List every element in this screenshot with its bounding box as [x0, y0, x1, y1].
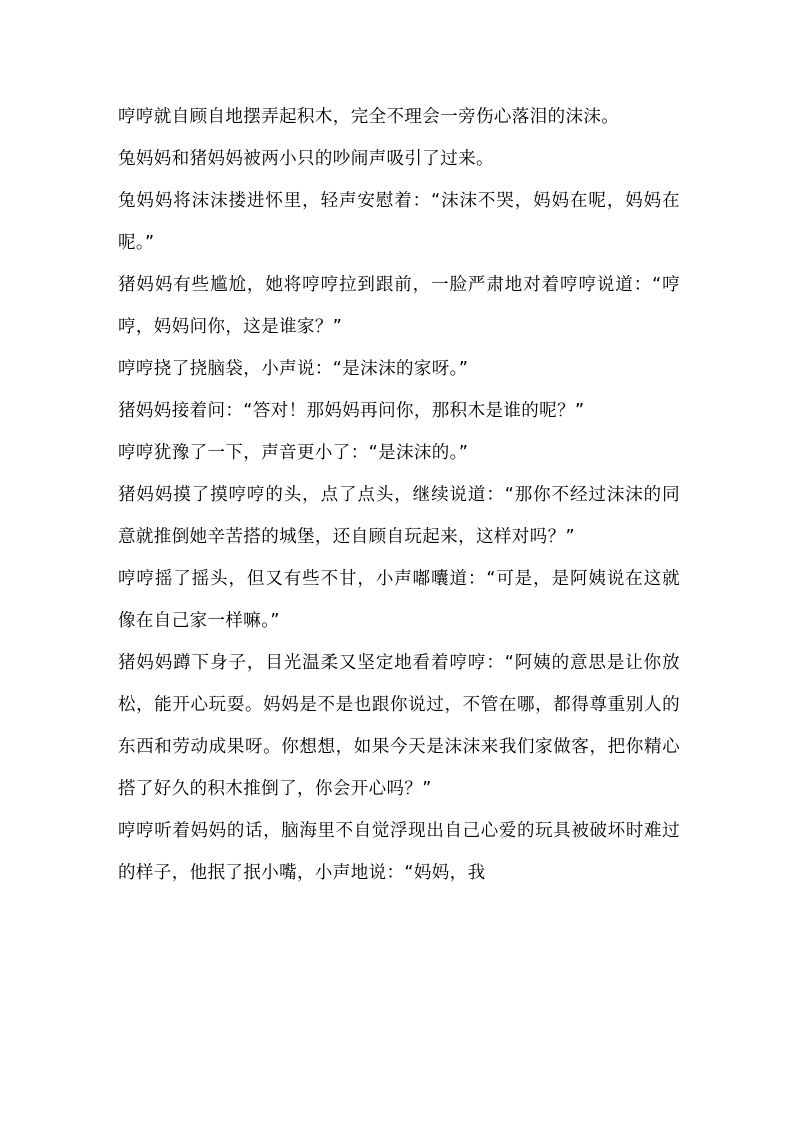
- paragraph: 哼哼就自顾自地摆弄起积木，完全不理会一旁伤心落泪的沫沫。: [118, 107, 620, 127]
- paragraph: 兔妈妈和猪妈妈被两小只的吵闹声吸引了过来。: [118, 149, 494, 169]
- paragraph: 猪妈妈有些尴尬，她将哼哼拉到跟前，一脸严肃地对着哼哼说道：“哼哼，妈妈问你，这是谁家？”: [118, 275, 680, 337]
- document-body: [118, 96, 680, 894]
- paragraph: 猪妈妈接着问：“答对！那妈妈再问你，那积木是谁的呢？”: [118, 401, 585, 421]
- paragraph: 哼哼挠了挠脑袋，小声说：“是沫沫的家呀。”: [118, 359, 469, 379]
- paragraph: 哼哼听着妈妈的话，脑海里不自觉浮现出自己心爱的玩具被破坏时难过的样子，他抿了抿小嘴，小声地说：“妈妈，我: [118, 821, 680, 883]
- paragraph: 猪妈妈蹲下身子，目光温柔又坚定地看着哼哼：“阿姨的意思是让你放松，能开心玩耍。妈妈是不是也跟你说过，不管在哪，都得尊重别人的东西和劳动成果呀。你想想，如果今天是沫沫来我们家做客，把你精心搭了好久的积木推倒了，你会开心吗？”: [118, 653, 680, 799]
- paragraph: 哼哼犹豫了一下，声音更小了：“是沫沫的。”: [118, 443, 469, 463]
- paragraph: 哼哼摇了摇头，但又有些不甘，小声嘟囔道：“可是，是阿姨说在这就像在自己家一样嘛。”: [118, 569, 680, 631]
- paragraph: 兔妈妈将沫沫搂进怀里，轻声安慰着：“沫沫不哭，妈妈在呢，妈妈在呢。”: [118, 191, 680, 253]
- paragraph: 猪妈妈摸了摸哼哼的头，点了点头，继续说道：“那你不经过沫沫的同意就推倒她辛苦搭的城堡，还自顾自玩起来，这样对吗？”: [118, 485, 680, 547]
